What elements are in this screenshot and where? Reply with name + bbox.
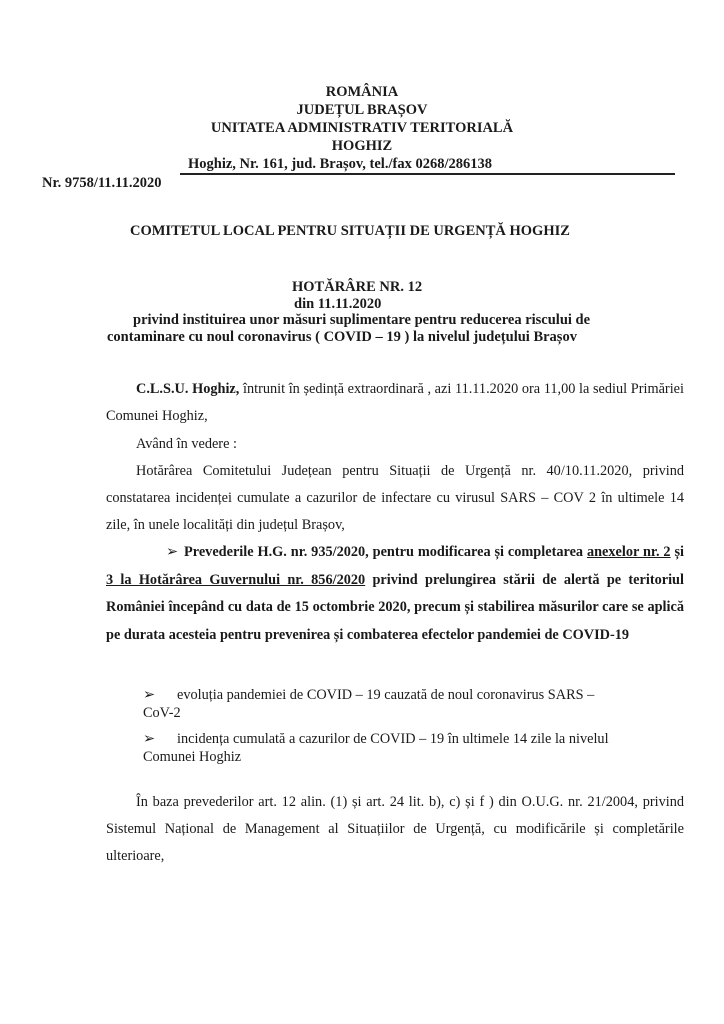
header-locality: HOGHIZ bbox=[331, 138, 393, 154]
sub-item-text: incidența cumulată a cazurilor de COVID – 19 în ultimele 14 zile la nivelul Comunei Hoghiz bbox=[143, 731, 609, 765]
sub-item bbox=[143, 686, 613, 722]
decision-date: din 11.11.2020 bbox=[294, 296, 382, 312]
intro-text: întrunit în ședință extraordinară , azi 11.11.2020 ora 11,00 la sediul Primăriei Comunei Hoghiz, bbox=[106, 381, 684, 424]
considering-label: Având în vedere : bbox=[136, 436, 237, 452]
header-country: ROMÂNIA bbox=[325, 84, 399, 100]
bullet-arrow-icon: ➢ bbox=[166, 544, 178, 560]
header-address: Hoghiz, Nr. 161, jud. Brașov, tel./fax 0268/286138 bbox=[188, 156, 492, 172]
paragraph-legal-basis: În baza prevederilor art. 12 alin. (1) și art. 24 lit. b), c) și f ) din O.U.G. nr. 21/2004, privind Sistemul Național de Management al Situațiilor de Urgență, cu modificările și completările ulterioare, bbox=[106, 794, 684, 864]
hg-text-c: privind prelungirea stării de alertă pe teritoriul României începând cu data de 15 octombrie 2020, precum și stabilirea măsurilor care se aplică pe durata acesteia pentru prevenirea și combaterea efectelor pandemiei de COVID-19 bbox=[106, 571, 684, 643]
decision-title: HOTĂRÂRE NR. 12 bbox=[292, 279, 423, 295]
header-unit: UNITATEA ADMINISTRATIV TERITORIALĂ bbox=[210, 120, 514, 136]
bullet-arrow-icon: ➢ bbox=[143, 731, 155, 747]
bullet-arrow-icon: ➢ bbox=[143, 687, 155, 703]
intro-bold: C.L.S.U. Hoghiz, bbox=[136, 381, 240, 397]
decision-subject-line2: contaminare cu noul coronavirus ( COVID – 19 ) la nivelul județului Brașov bbox=[107, 329, 577, 345]
sub-item bbox=[143, 730, 613, 766]
committee-title: COMITETUL LOCAL PENTRU SITUAȚII DE URGENȚĂ HOGHIZ bbox=[130, 223, 570, 239]
paragraph-cjsu: Hotărârea Comitetului Județean pentru Situații de Urgență nr. 40/10.11.2020, privind constatarea incidenței cumulate a cazurilor de infectare cu virusul SARS – COV 2 în ultimele 14 zile, în unele localități din județul Brașov, bbox=[106, 463, 684, 533]
header-county: JUDEȚUL BRAȘOV bbox=[296, 102, 428, 118]
hg-underline-annexes: anexelor nr. 2 bbox=[586, 544, 671, 560]
sub-item-text: evoluția pandemiei de COVID – 19 cauzată de noul coronavirus SARS – CoV-2 bbox=[143, 687, 595, 721]
hg-underline-hg856: 3 la Hotărârea Guvernului nr. 856/2020 bbox=[106, 571, 366, 588]
paragraph-hg bbox=[106, 539, 684, 649]
hg-text-b: și bbox=[670, 544, 684, 560]
hg-text-a: Prevederile H.G. nr. 935/2020, pentru modificarea și completarea bbox=[184, 544, 587, 560]
intro-paragraph bbox=[76, 376, 684, 430]
registration-number: Nr. 9758/11.11.2020 bbox=[42, 175, 162, 191]
decision-subject-line1: privind instituirea unor măsuri suplimentare pentru reducerea riscului de bbox=[133, 312, 591, 328]
